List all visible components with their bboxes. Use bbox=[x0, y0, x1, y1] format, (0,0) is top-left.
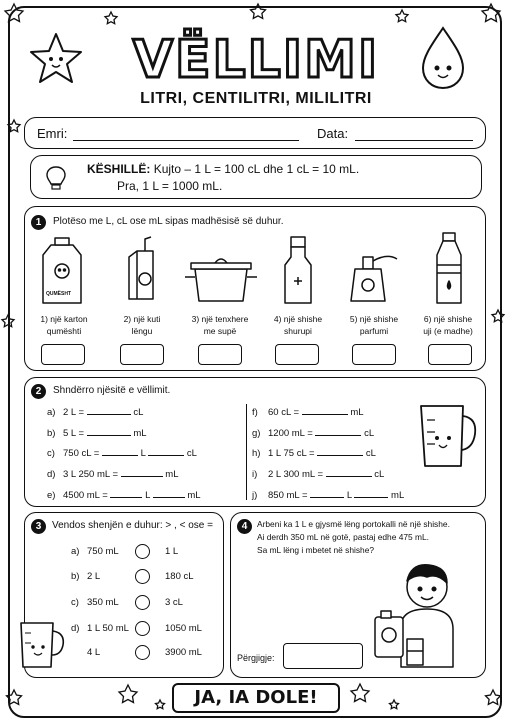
water-drop-icon bbox=[423, 28, 463, 88]
exercise-3-instruction: Vendos shenjën e duhur: > , < ose = bbox=[52, 520, 213, 531]
conversion-row: a) 2 L = cL bbox=[47, 407, 144, 418]
comparison-sign-circle[interactable] bbox=[135, 621, 150, 636]
item-caption: 2) një kuti bbox=[123, 314, 161, 324]
tip-line1: Kujto – 1 L = 100 cL dhe 1 cL = 10 mL. bbox=[153, 162, 360, 176]
conversion-row: f) 60 cL = mL bbox=[252, 407, 364, 418]
comparison-sign-circle[interactable] bbox=[135, 595, 150, 610]
answer-blank[interactable] bbox=[153, 488, 185, 498]
star-icon bbox=[2, 315, 14, 327]
comparison-right-value: 3 cL bbox=[165, 597, 183, 608]
page-title: VËLLIMI bbox=[132, 30, 380, 90]
unit-answer-box[interactable] bbox=[41, 344, 85, 365]
column-divider bbox=[246, 404, 247, 500]
answer-blank[interactable] bbox=[87, 426, 131, 436]
tip-box bbox=[30, 155, 482, 199]
item-caption: qumështi bbox=[46, 326, 82, 336]
item-caption: 1) një karton bbox=[40, 314, 88, 324]
exercise-2-instruction: Shndërro njësitë e vëllimit. bbox=[53, 385, 171, 396]
item-caption: 5) një shishe bbox=[349, 314, 399, 324]
star-icon bbox=[482, 4, 500, 22]
unit-answer-box[interactable] bbox=[428, 344, 472, 365]
exercise-1-box bbox=[24, 206, 486, 371]
answer-blank[interactable] bbox=[148, 446, 184, 456]
answer-blank[interactable] bbox=[310, 488, 344, 498]
item-caption: uji (e madhe) bbox=[423, 326, 473, 336]
soup-pot-icon bbox=[185, 259, 257, 301]
unit-answer-box[interactable] bbox=[275, 344, 319, 365]
conversion-row: h) 1 L 75 cL = cL bbox=[252, 448, 376, 459]
star-icon bbox=[105, 12, 117, 24]
star-icon bbox=[351, 684, 369, 702]
unit-answer-box[interactable] bbox=[120, 344, 164, 365]
answer-blank[interactable] bbox=[315, 426, 361, 436]
answer-blank[interactable] bbox=[110, 488, 142, 498]
boy-pouring-juice-icon bbox=[371, 557, 481, 669]
name-field[interactable] bbox=[73, 139, 299, 141]
conversion-row: c) 750 cL = L cL bbox=[47, 448, 197, 459]
answer-blank[interactable] bbox=[354, 488, 388, 498]
unit-answer-box[interactable] bbox=[198, 344, 242, 365]
tip-line2: Pra, 1 L = 1000 mL. bbox=[117, 179, 223, 193]
answer-box[interactable] bbox=[283, 643, 363, 669]
exercise-number: 4 bbox=[237, 519, 252, 534]
exercise-3-box bbox=[24, 512, 224, 678]
comparison-row: c) 350 mL bbox=[71, 597, 119, 608]
lightbulb-icon bbox=[45, 164, 67, 192]
answer-label: Përgjigje: bbox=[237, 653, 275, 663]
comparison-right-value: 3900 mL bbox=[165, 647, 202, 658]
star-icon bbox=[485, 690, 500, 704]
comparison-row: 4 L bbox=[87, 647, 101, 658]
exercise-1-instruction: Plotëso me L, cL ose mL sipas madhësisë së duhur. bbox=[53, 216, 284, 227]
comparison-row: a) 750 mL bbox=[71, 546, 119, 557]
comparison-sign-circle[interactable] bbox=[135, 569, 150, 584]
exercise-number: 3 bbox=[31, 519, 46, 534]
student-info-box bbox=[24, 117, 486, 149]
comparison-row: b) 2 L bbox=[71, 571, 101, 582]
name-label: Emri: bbox=[37, 126, 68, 141]
answer-blank[interactable] bbox=[121, 467, 163, 477]
item-caption: parfumi bbox=[359, 326, 389, 336]
juice-box-icon bbox=[129, 237, 153, 299]
date-label: Data: bbox=[317, 126, 349, 141]
comparison-row: d) 1 L 50 mL bbox=[71, 623, 129, 634]
perfume-bottle-icon bbox=[351, 256, 397, 301]
exercise-4-box bbox=[230, 512, 486, 678]
conversion-row: d) 3 L 250 mL = mL bbox=[47, 469, 179, 480]
exercise-2-box bbox=[24, 377, 486, 507]
carton-label: QUMËSHT bbox=[46, 291, 71, 297]
smiling-star-icon bbox=[31, 34, 81, 82]
item-caption: lëngu bbox=[131, 326, 153, 336]
item-caption: me supë bbox=[203, 326, 237, 336]
date-field[interactable] bbox=[355, 139, 473, 141]
star-icon bbox=[119, 685, 137, 703]
comparison-right-value: 180 cL bbox=[165, 571, 194, 582]
measuring-cup-mascot-icon bbox=[13, 617, 69, 675]
measuring-jug-icon bbox=[411, 400, 483, 472]
conversion-row: g) 1200 mL = cL bbox=[252, 428, 375, 439]
footer-banner: JA, IA DOLE! bbox=[172, 683, 340, 713]
answer-blank[interactable] bbox=[302, 405, 348, 415]
answer-blank[interactable] bbox=[326, 467, 372, 477]
star-icon bbox=[6, 690, 21, 704]
item-caption: shurupi bbox=[284, 326, 312, 336]
star-icon bbox=[250, 4, 265, 18]
star-icon bbox=[390, 700, 399, 709]
star-icon bbox=[396, 10, 408, 22]
tip-label: KËSHILLË: bbox=[87, 162, 151, 176]
conversion-row: j) 850 mL = L mL bbox=[252, 490, 405, 501]
item-caption: 3) një tenxhere bbox=[191, 314, 249, 324]
star-icon bbox=[8, 120, 20, 132]
exercise-number: 2 bbox=[31, 384, 46, 399]
unit-answer-box[interactable] bbox=[352, 344, 396, 365]
word-problem: Arbeni ka 1 L e gjysmë lëng portokalli në një shishe. Ai derdh 350 mL në gotë, pastaj edhe 475 mL. Sa mL lëng i mbetet në shishe? bbox=[257, 519, 450, 555]
comparison-right-value: 1050 mL bbox=[165, 623, 202, 634]
answer-blank[interactable] bbox=[317, 446, 363, 456]
conversion-row: e) 4500 mL = L mL bbox=[47, 490, 201, 501]
comparison-sign-circle[interactable] bbox=[135, 544, 150, 559]
comparison-sign-circle[interactable] bbox=[135, 645, 150, 660]
syrup-bottle-icon bbox=[285, 237, 311, 303]
water-bottle-icon bbox=[437, 233, 461, 303]
containers-illustration bbox=[25, 233, 487, 313]
page-subtitle: LITRI, CENTILITRI, MILILITRI bbox=[140, 90, 372, 107]
comparison-right-value: 1 L bbox=[165, 546, 179, 557]
item-caption: 4) një shishe bbox=[273, 314, 323, 324]
conversion-row: i) 2 L 300 mL = cL bbox=[252, 469, 385, 480]
item-caption: 6) një shishe bbox=[423, 314, 473, 324]
conversion-row: b) 5 L = mL bbox=[47, 428, 147, 439]
star-icon bbox=[5, 4, 23, 22]
answer-blank[interactable] bbox=[87, 405, 131, 415]
exercise-number: 1 bbox=[31, 215, 46, 230]
answer-blank[interactable] bbox=[102, 446, 138, 456]
star-icon bbox=[156, 700, 165, 709]
star-icon bbox=[492, 310, 504, 322]
